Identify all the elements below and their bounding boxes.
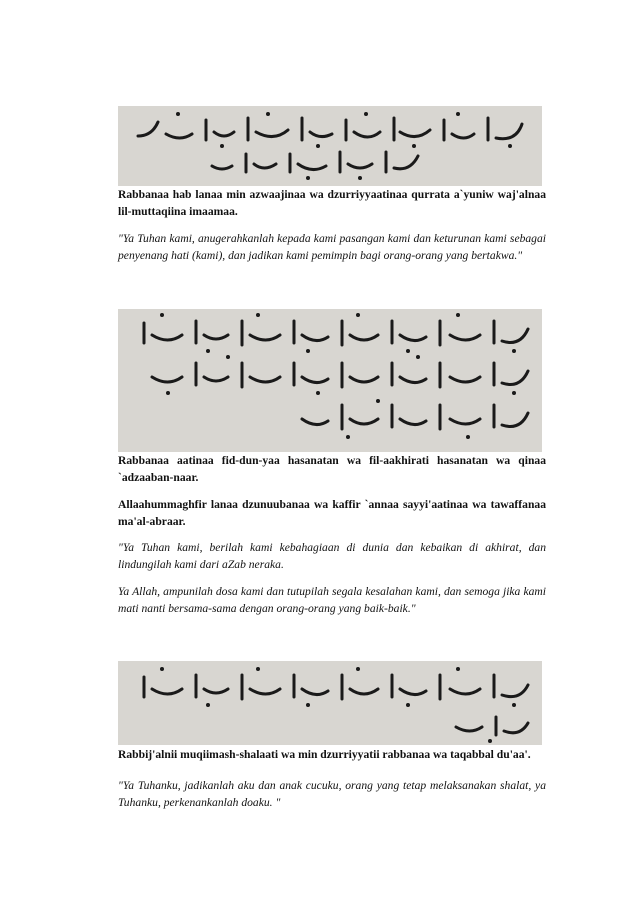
- arabic-verse-image-1: [118, 106, 542, 186]
- arabic-calligraphy-2: [118, 309, 542, 452]
- translation-2: "Ya Tuhan kami, berilah kami kebahagiaan di dunia dan kebaikan di akhirat, dan lindungilah kami dari aZab neraka.: [118, 541, 546, 572]
- arabic-calligraphy-3: [118, 661, 542, 745]
- transliteration-2: Rabbanaa aatinaa fid-dun-yaa hasanatan wa fil-aakhirati hasanatan wa qinaa `adzaaban-naar.: [118, 454, 546, 485]
- arabic-verse-image-2: [118, 309, 542, 452]
- arabic-verse-image-3: [118, 661, 542, 745]
- transliteration-2b: Allaahummaghfir lanaa dzunuubanaa wa kaffir `annaa sayyi'aatinaa wa tawaffanaa ma'al-abraar.: [118, 498, 546, 529]
- arabic-calligraphy-1: [118, 106, 542, 186]
- translation-1: "Ya Tuhan kami, anugerahkanlah kepada kami pasangan kami dan keturunan kami sebagai penyenang hati (kami), dan jadikan kami pemimpin bagi orang-orang yang bertakwa.": [118, 232, 546, 263]
- transliteration-1: Rabbanaa hab lanaa min azwaajinaa wa dzurriyyaatinaa qurrata a`yuniw waj'alnaa lil-muttaqiina imaamaa.: [118, 188, 546, 219]
- translation-3: "Ya Tuhanku, jadikanlah aku dan anak cucuku, orang yang tetap melaksanakan shalat, ya Tuhanku, perkenankanlah doaku. ": [118, 779, 546, 810]
- transliteration-3: Rabbij'alnii muqiimash-shalaati wa min dzurriyyatii rabbanaa wa taqabbal du'aa'.: [118, 748, 531, 761]
- translation-2b: Ya Allah, ampunilah dosa kami dan tutupilah segala kesalahan kami, dan semoga jika kami mati nanti bersama-sama dengan orang-orang yang baik-baik.": [118, 585, 546, 616]
